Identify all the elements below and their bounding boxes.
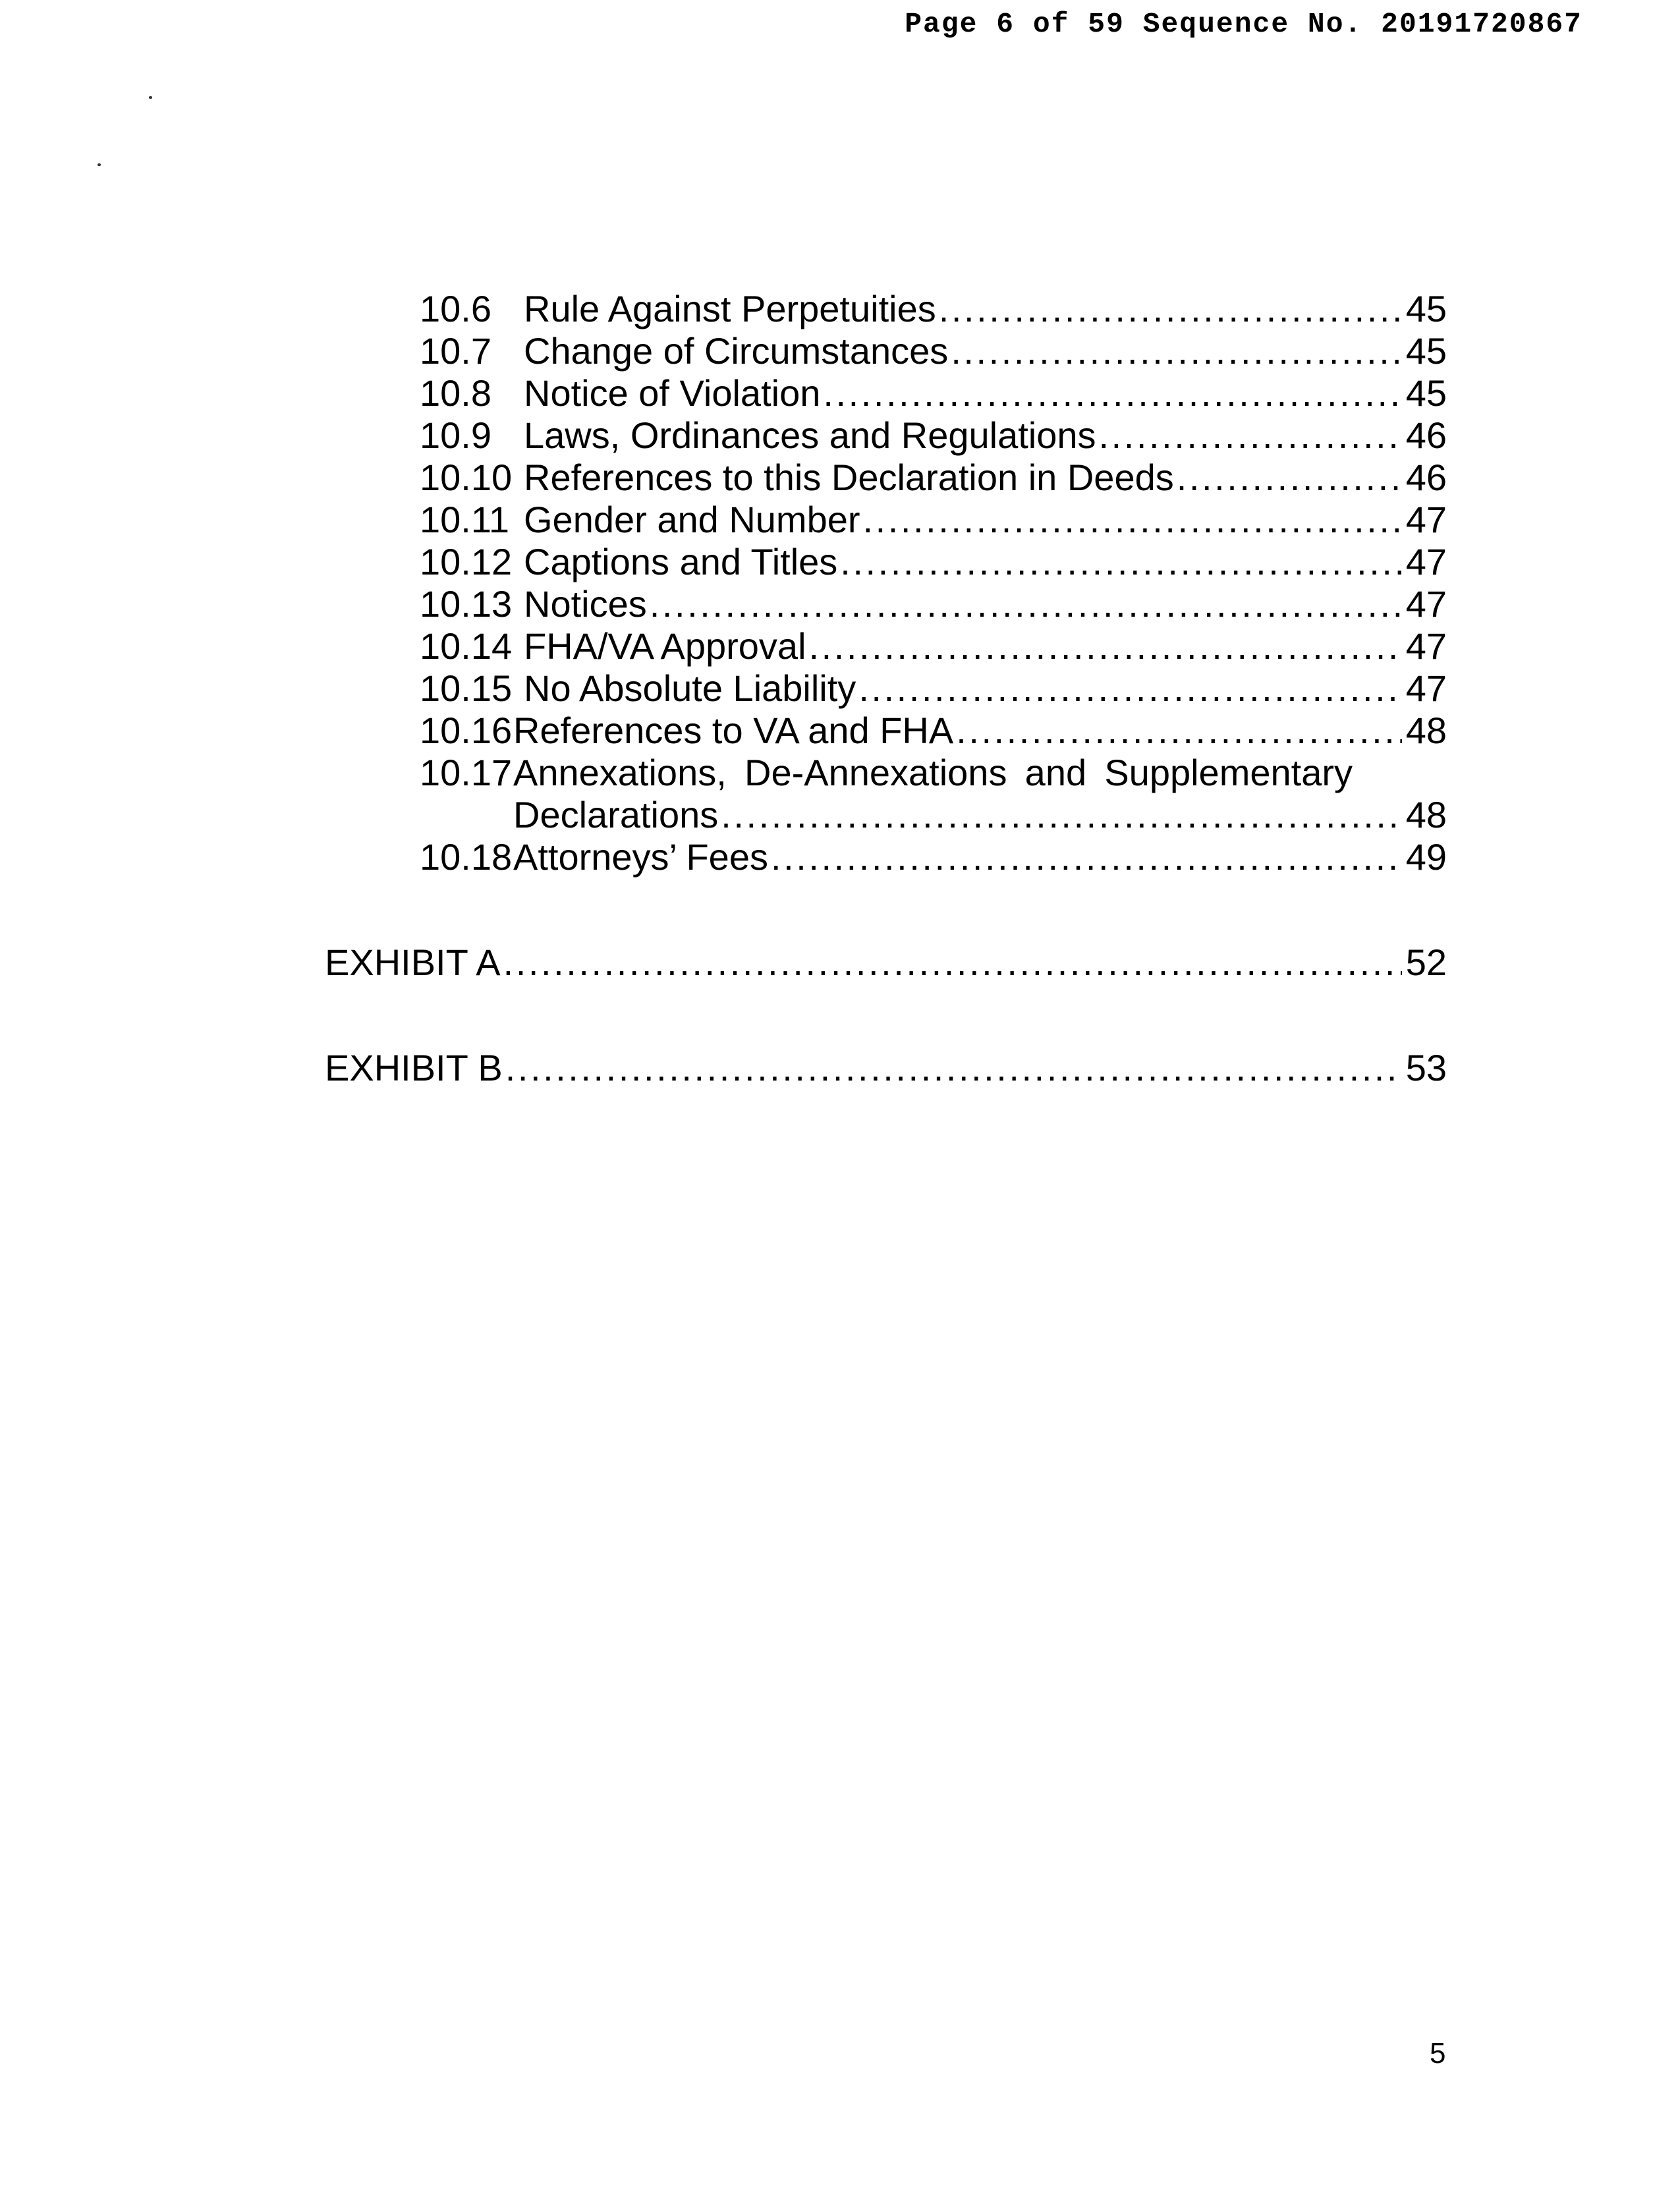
dot-leader (771, 836, 1402, 878)
toc-entry-title: No Absolute Liability (524, 667, 856, 709)
toc-entry-page: 46 (1405, 414, 1447, 456)
dot-leader (503, 941, 1402, 984)
dot-leader (840, 541, 1401, 583)
toc-entry-title: Laws, Ordinances and Regulations (524, 414, 1096, 456)
toc-entry-title: Rule Against Perpetuities (524, 288, 936, 329)
toc-entry-number: 10.18 (420, 836, 513, 878)
dot-leader (858, 667, 1401, 710)
toc-entry-number: 10.6 (420, 288, 491, 329)
title-word: Supplementary (1104, 752, 1353, 793)
toc-entry[interactable] (420, 625, 1447, 667)
toc-entry-page: 45 (1405, 288, 1447, 329)
toc-entry-number: 10.14 (420, 625, 513, 667)
dot-leader (1177, 457, 1402, 499)
toc-entry-title-line2: Declarations (513, 794, 719, 835)
toc-entry-title: Notice of Violation (524, 372, 821, 414)
toc-entry-number: 10.15 (420, 667, 513, 709)
toc-entry-number: 10.10 (420, 457, 513, 498)
toc-entry[interactable] (420, 710, 1447, 752)
toc-entry-page: 47 (1405, 541, 1447, 582)
toc-entry-title: Gender and Number (524, 499, 860, 540)
dot-leader (505, 1046, 1402, 1089)
toc-entry-number: 10.7 (420, 330, 491, 372)
toc-entry-title: Captions and Titles (524, 541, 838, 582)
toc-entry-number: 10.8 (420, 372, 491, 414)
toc-exhibit-entry[interactable] (325, 1046, 1447, 1092)
dot-leader (721, 794, 1401, 836)
exhibit-page: 52 (1405, 942, 1447, 983)
page-sequence-header: Page 6 of 59 Sequence No. 20191720867 (905, 8, 1582, 40)
dot-leader (823, 372, 1401, 414)
toc-exhibit-entry[interactable] (325, 941, 1447, 987)
title-word: De-Annexations (744, 752, 1007, 793)
toc-entry[interactable] (420, 541, 1447, 583)
toc-entry-page: 47 (1405, 667, 1447, 709)
toc-entry-title: Attorneys’ Fees (513, 836, 768, 878)
scan-speck (98, 163, 101, 166)
toc-entry-number: 10.16 (420, 710, 513, 751)
footer-page-number: 5 (1430, 2037, 1446, 2069)
toc-entry-number: 10.13 (420, 583, 513, 625)
toc-entry[interactable] (420, 499, 1447, 541)
toc-entry-title: References to VA and FHA (513, 710, 954, 751)
table-of-contents (420, 288, 1447, 881)
title-word: Annexations, (513, 752, 727, 793)
toc-entry-line2[interactable] (513, 794, 1447, 836)
toc-entry-page: 45 (1405, 330, 1447, 372)
toc-entry-page: 48 (1405, 794, 1447, 835)
dot-leader (809, 625, 1402, 667)
toc-entry-page: 47 (1405, 499, 1447, 540)
dot-leader (863, 499, 1402, 541)
toc-entry-page: 49 (1405, 836, 1447, 878)
dot-leader (939, 288, 1402, 330)
toc-entry-title: FHA/VA Approval (524, 625, 806, 667)
toc-entry-page: 47 (1405, 625, 1447, 667)
toc-entry-title-line1 (513, 752, 1353, 794)
dot-leader (1099, 414, 1402, 457)
toc-entry[interactable] (420, 836, 1447, 878)
dot-leader (956, 710, 1402, 752)
toc-entry[interactable] (420, 667, 1447, 710)
dot-leader (650, 583, 1402, 625)
title-word: and (1024, 752, 1087, 793)
scan-speck (149, 96, 152, 99)
toc-entry-page: 45 (1405, 372, 1447, 414)
toc-entry-page: 46 (1405, 457, 1447, 498)
toc-entry-title: Change of Circumstances (524, 330, 949, 372)
dot-leader (951, 330, 1401, 372)
toc-entry[interactable] (420, 372, 1447, 414)
toc-entry[interactable] (420, 457, 1447, 499)
toc-entry[interactable] (420, 583, 1447, 625)
toc-entry-title: Notices (524, 583, 647, 625)
exhibit-title: EXHIBIT A (325, 942, 501, 983)
exhibit-page: 53 (1405, 1047, 1447, 1088)
toc-entry-page: 48 (1405, 710, 1447, 751)
toc-entry[interactable] (420, 330, 1447, 372)
toc-entry-number: 10.9 (420, 414, 491, 456)
toc-entry-line1[interactable] (420, 752, 1353, 794)
toc-entry-number: 10.12 (420, 541, 513, 582)
toc-entry[interactable] (420, 288, 1447, 330)
toc-entry-page: 47 (1405, 583, 1447, 625)
exhibit-title: EXHIBIT B (325, 1047, 503, 1088)
toc-entry-number: 10.11 (420, 499, 509, 540)
toc-entry[interactable] (420, 414, 1447, 457)
toc-entry-title: References to this Declaration in Deeds (524, 457, 1174, 498)
toc-entry-number: 10.17 (420, 752, 513, 793)
